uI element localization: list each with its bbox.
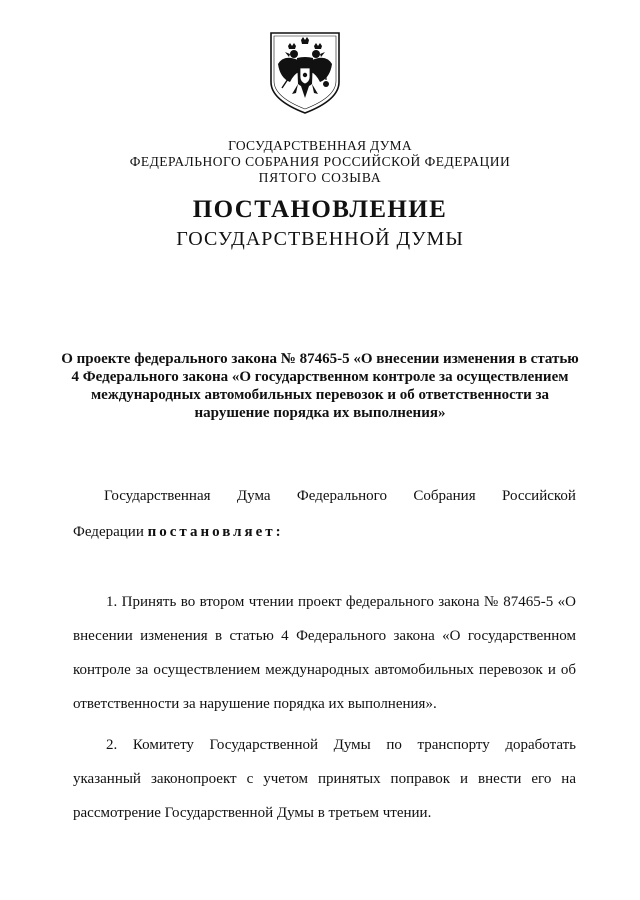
header-line-3: ПЯТОГО СОЗЫВА: [258, 170, 382, 185]
preamble-word: Дума: [236, 488, 271, 504]
decree-word: постановляет:: [147, 524, 284, 540]
preamble-line-1: [104, 488, 576, 505]
paragraph-1: 1. Принять во втором чтении проект федерального закона № 87465-5 «О внесении изменения в статью 4 Федерального закона «О государственном контроле за осуществлением международных автомобильных перевозок и об ответственности за нарушение порядка их выполнения».: [73, 594, 576, 712]
paragraph-2: 2. Комитету Государственной Думы по транспорту доработать указанный законопроект с учетом принятых поправок и внести его на рассмотрение Государственной Думы в третьем чтении.: [73, 737, 576, 821]
document-subtitle: ГОСУДАРСТВЕННОЙ ДУМЫ: [176, 228, 464, 250]
preamble-word: Федерального: [296, 488, 387, 504]
header-line-1: ГОСУДАРСТВЕННАЯ ДУМА: [228, 138, 412, 153]
preamble-word: Собрания: [413, 488, 476, 504]
preamble-prefix: Федерации: [73, 524, 144, 540]
preamble-line-2: [73, 524, 284, 541]
header-line-2: ФЕДЕРАЛЬНОГО СОБРАНИЯ РОССИЙСКОЙ ФЕДЕРАЦИИ: [129, 154, 511, 169]
state-emblem-icon: [268, 30, 342, 116]
preamble-word: Государственная: [104, 488, 211, 504]
preamble-word: Российской: [502, 488, 576, 504]
bill-title: О проекте федерального закона № 87465-5 «О внесении изменения в статью 4 Федерального закона «О государственном контроле за осуществлением международных автомобильных перевозок и об ответственности за нарушение порядка их выполнения»: [61, 351, 579, 421]
document-title: ПОСТАНОВЛЕНИЕ: [192, 196, 448, 223]
